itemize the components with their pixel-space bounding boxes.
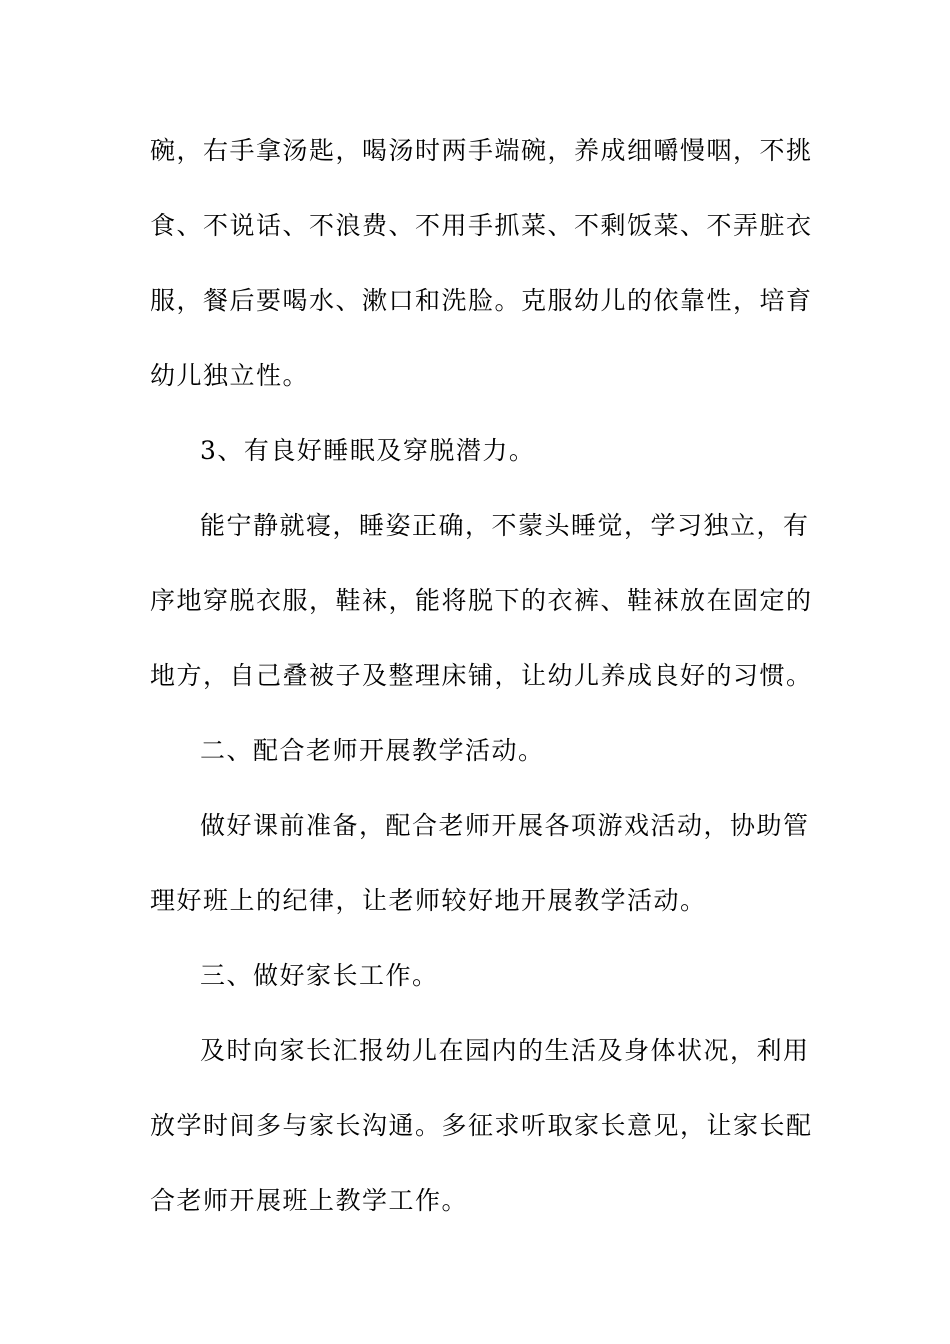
- paragraph-line: 幼儿独立性。: [150, 361, 310, 390]
- paragraph-line: 服，餐后要喝水、漱口和洗脸。克服幼儿的依靠性，培育: [150, 286, 813, 315]
- paragraph-line: 及时向家长汇报幼儿在园内的生活及身体状况，利用: [200, 1036, 810, 1065]
- section-heading: 三、做好家长工作。: [200, 961, 439, 990]
- paragraph-line: 序地穿脱衣服，鞋袜，能将脱下的衣裤、鞋袜放在固定的: [150, 586, 813, 615]
- paragraph-line: 碗，右手拿汤匙，喝汤时两手端碗，养成细嚼慢咽，不挑: [150, 136, 813, 165]
- paragraph-line: 食、不说话、不浪费、不用手抓菜、不剩饭菜、不弄脏衣: [150, 211, 813, 240]
- paragraph-line: 做好课前准备，配合老师开展各项游戏活动，协助管: [200, 811, 810, 840]
- paragraph-line: 放学时间多与家长沟通。多征求听取家长意见，让家长配: [150, 1111, 813, 1140]
- section-heading: 二、配合老师开展教学活动。: [200, 736, 545, 765]
- paragraph-line: 合老师开展班上教学工作。: [150, 1186, 469, 1215]
- paragraph-line: 地方，自己叠被子及整理床铺，让幼儿养成良好的习惯。: [150, 661, 813, 690]
- paragraph-line: 理好班上的纪律，让老师较好地开展教学活动。: [150, 886, 707, 915]
- paragraph-line: 能宁静就寝，睡姿正确，不蒙头睡觉，学习独立，有: [200, 511, 810, 540]
- section-heading: 3、有良好睡眠及穿脱潜力。: [200, 436, 536, 465]
